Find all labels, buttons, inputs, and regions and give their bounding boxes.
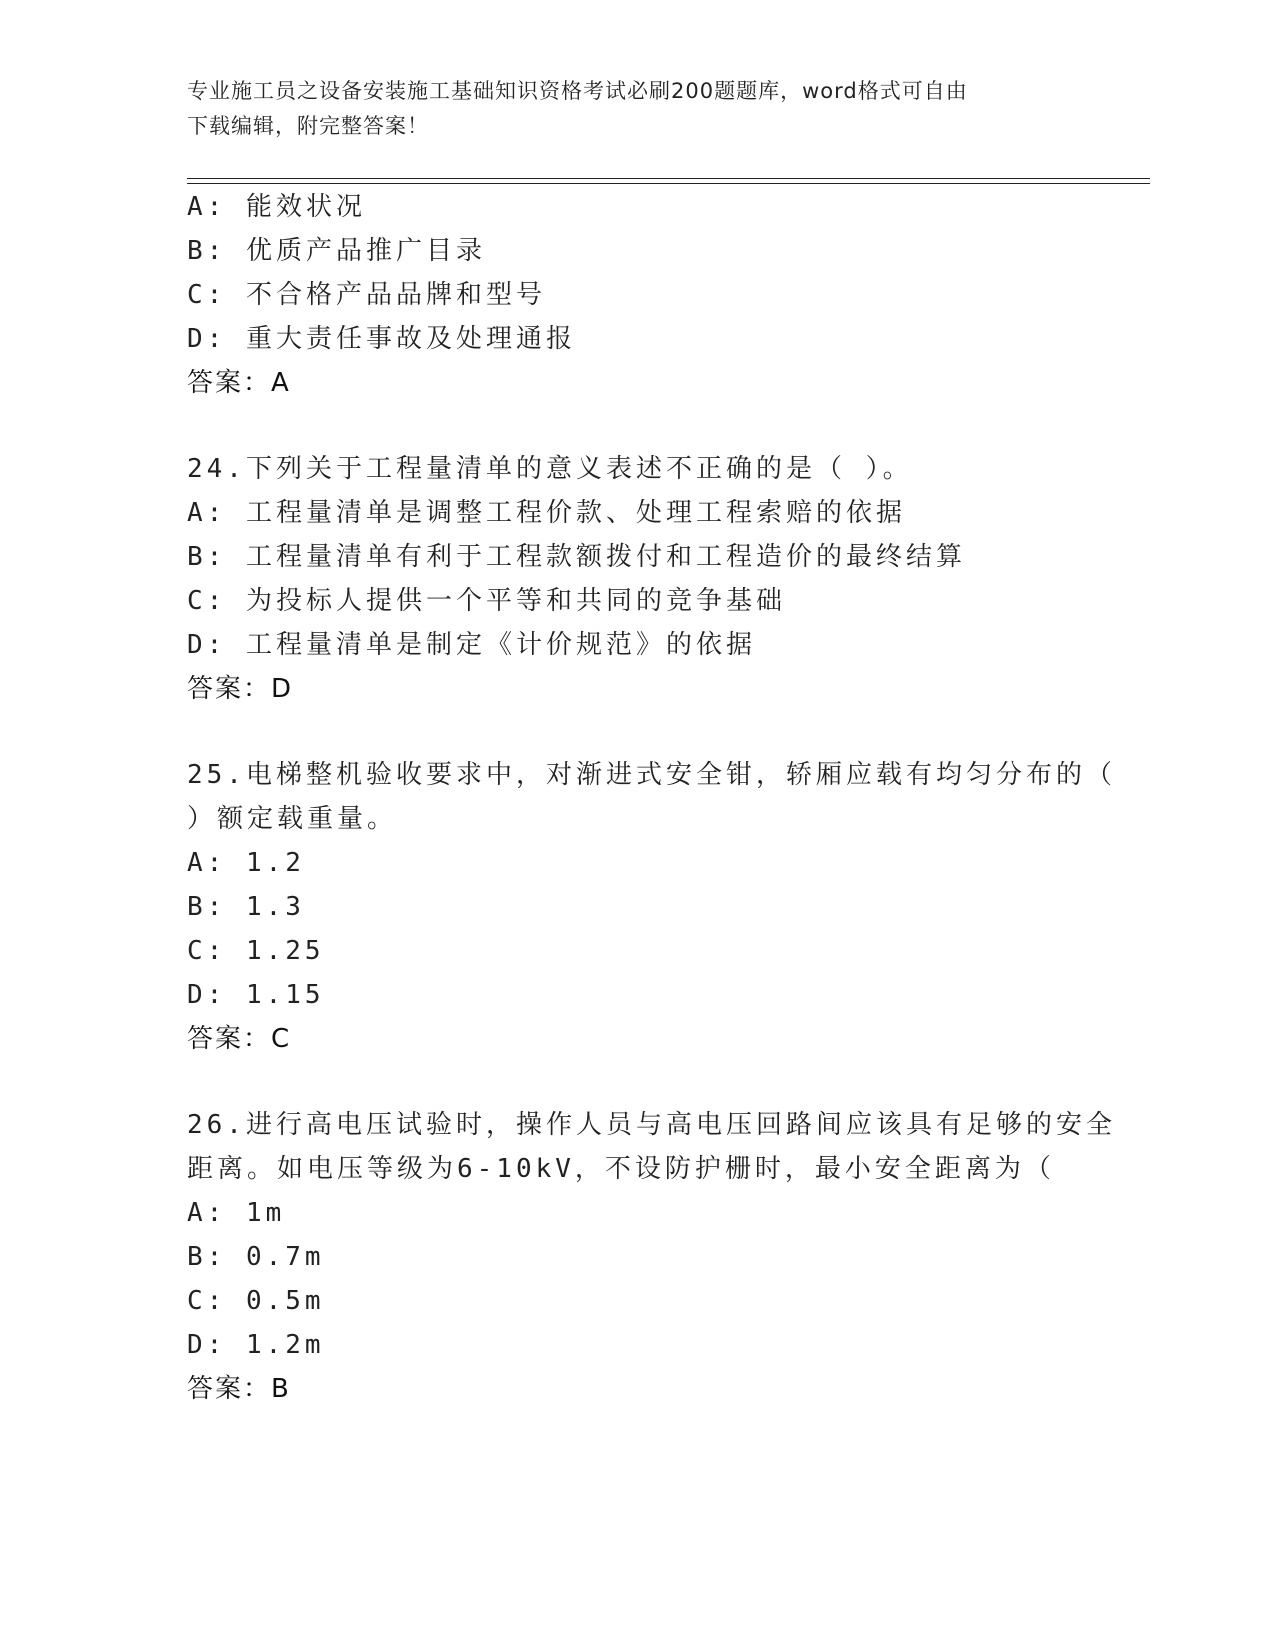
q24-option-d: D: 工程量清单是制定《计价规范》的依据 [187, 630, 756, 660]
document-header [187, 74, 1087, 144]
q25-option-a: A: 1.2 [187, 848, 305, 878]
q25-option-d: D: 1.15 [187, 980, 325, 1010]
q23-answer: 答案：A [187, 368, 291, 398]
header-line-2: 下载编辑，附完整答案！ [187, 114, 429, 138]
q24-option-a: A: 工程量清单是调整工程价款、处理工程索赔的依据 [187, 498, 906, 528]
header-divider-top [187, 178, 1150, 179]
q23-option-d: D: 重大责任事故及处理通报 [187, 324, 576, 354]
q26-answer: 答案：B [187, 1374, 291, 1404]
q25-answer: 答案：C [187, 1024, 292, 1054]
header-line-1: 专业施工员之设备安装施工基础知识资格考试必刷200题题库，word格式可自由 [187, 79, 968, 103]
q26-question-line-1: 26.进行高电压试验时，操作人员与高电压回路间应该具有足够的安全 [187, 1110, 1116, 1140]
q26-option-b: B: 0.7m [187, 1242, 325, 1272]
q24-question: 24.下列关于工程量清单的意义表述不正确的是（ ）。 [187, 454, 913, 484]
q25-option-b: B: 1.3 [187, 892, 305, 922]
q24-answer: 答案：D [187, 674, 294, 704]
q26-option-d: D: 1.2m [187, 1330, 325, 1360]
q26-option-c: C: 0.5m [187, 1286, 325, 1316]
header-divider-bottom [187, 183, 1150, 184]
q26-option-a: A: 1m [187, 1198, 286, 1228]
q24-option-b: B: 工程量清单有利于工程款额拨付和工程造价的最终结算 [187, 542, 966, 572]
q25-question-line-2: ）额定载重量。 [187, 804, 398, 834]
q23-option-c: C: 不合格产品品牌和型号 [187, 280, 546, 310]
q23-option-a: A: 能效状况 [187, 192, 366, 222]
q26-question-line-2: 距离。如电压等级为6-10kV，不设防护栅时，最小安全距离为（ [187, 1154, 1055, 1184]
q25-question-line-1: 25.电梯整机验收要求中，对渐进式安全钳，轿厢应载有均匀分布的（ [187, 760, 1116, 790]
q24-option-c: C: 为投标人提供一个平等和共同的竞争基础 [187, 586, 786, 616]
q23-option-b: B: 优质产品推广目录 [187, 236, 486, 266]
q25-option-c: C: 1.25 [187, 936, 325, 966]
